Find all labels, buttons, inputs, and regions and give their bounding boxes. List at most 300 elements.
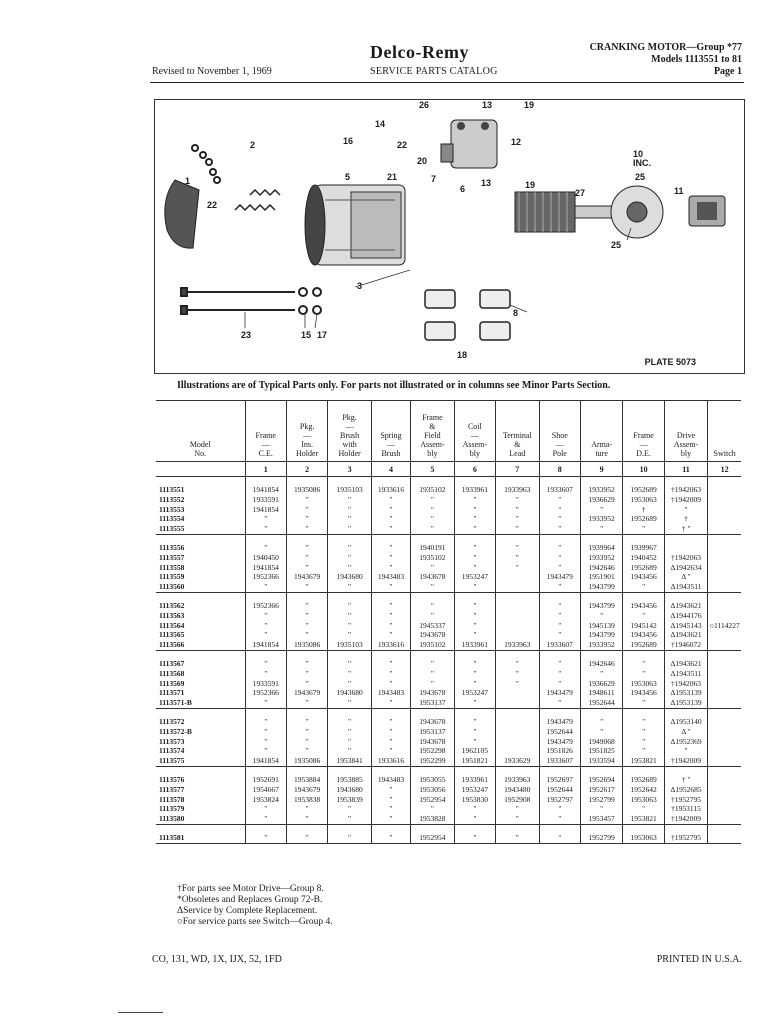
table-row (156, 659, 741, 669)
spacer-cell (664, 824, 707, 833)
table-row (156, 601, 741, 611)
part-number-cell: 1933961 (454, 640, 495, 650)
spacer-cell (580, 708, 622, 717)
part-number-cell: " (539, 543, 580, 553)
part-number-cell: " (245, 514, 286, 524)
column-number: 9 (580, 462, 622, 477)
part-number-cell: Δ1953140 (664, 717, 707, 727)
part-number-cell: " (245, 630, 286, 640)
part-number-cell: 1940191 (411, 543, 454, 553)
part-number-cell (708, 785, 741, 795)
model-number-cell: 1113568 (159, 668, 185, 678)
part-number-cell: " (371, 553, 410, 563)
part-number-cell (708, 737, 741, 747)
part-number-cell: 1943680 (328, 688, 371, 698)
part-number-cell: " (286, 746, 327, 756)
part-number-cell: " (245, 582, 286, 592)
part-number-cell: 1953821 (623, 756, 664, 766)
part-number-cell: " (454, 582, 495, 592)
part-number-cell: " (245, 621, 286, 631)
footnote-switch: ○For service parts see Switch—Group 4. (177, 917, 333, 927)
part-number-cell: " (664, 505, 707, 515)
table-row (156, 795, 741, 805)
page-number: Page 1 (713, 66, 742, 77)
column-number: 2 (286, 462, 327, 477)
part-number-cell: 1943799 (580, 582, 622, 592)
callout-27: 27 (575, 188, 586, 198)
part-number-cell (708, 717, 741, 727)
part-number-cell: " (539, 611, 580, 621)
part-number-cell: " (328, 621, 371, 631)
part-number-cell: " (286, 717, 327, 727)
part-number-cell: 1935102 (411, 485, 454, 495)
part-number-cell: " (371, 630, 410, 640)
part-number-cell: " (411, 804, 454, 814)
callout-26: 26 (419, 100, 430, 110)
part-number-cell: " (245, 659, 286, 669)
part-number-cell: 1933961 (454, 775, 495, 785)
table-row (156, 679, 741, 689)
spacer-cell (539, 824, 580, 833)
part-number-cell: 1939964 (580, 543, 622, 553)
part-number-cell: " (623, 717, 664, 727)
spacer-cell (286, 477, 327, 486)
part-number-cell: " (454, 495, 495, 505)
spacer-cell (496, 824, 539, 833)
part-number-cell: 1948611 (580, 688, 622, 698)
part-number-cell: " (454, 621, 495, 631)
part-number-cell: " (286, 669, 327, 679)
part-number-cell: " (454, 505, 495, 515)
spacer-cell (454, 534, 495, 543)
illustration-caption: Illustrations are of Typical Parts only. For parts not illustrated or in columns see Minor Parts Section. (177, 380, 611, 391)
part-number-cell: " (245, 698, 286, 708)
part-number-cell: 1952799 (580, 833, 622, 843)
part-number-cell: " (245, 833, 286, 843)
model-number-cell: 1113571-B (156, 698, 245, 708)
part-number-cell: " (328, 582, 371, 592)
part-number-cell: " (580, 669, 622, 679)
part-number-cell: 1952954 (411, 795, 454, 805)
group-spacer (156, 824, 741, 833)
part-number-cell: 1933952 (580, 514, 622, 524)
part-number-cell: " (496, 563, 539, 573)
spacer-cell (411, 534, 454, 543)
table-row (156, 524, 741, 534)
part-number-cell: " (539, 582, 580, 592)
spacer-cell (328, 766, 371, 775)
part-number-cell: 1941854 (245, 485, 286, 495)
spacer-cell (496, 708, 539, 717)
footnote-drive: †For parts see Motor Drive—Group 8. (177, 884, 324, 894)
part-number-cell: 1943678 (411, 717, 454, 727)
part-number-cell (708, 572, 741, 582)
column-header: Frame & Field Assem- bly (411, 401, 454, 462)
part-number-cell (496, 727, 539, 737)
table-row (156, 514, 741, 524)
part-number-cell (708, 804, 741, 814)
part-number-cell: " (328, 814, 371, 824)
brush-spring-2 (250, 190, 280, 195)
model-number-cell: 1113553 (159, 504, 185, 514)
part-number-cell: " (245, 611, 286, 621)
table-row (156, 505, 741, 515)
brand-name: Delco-Remy (370, 42, 469, 62)
part-number-cell: Δ1943621 (664, 630, 707, 640)
part-number-cell: 1933952 (580, 485, 622, 495)
part-number-cell: 1951821 (454, 756, 495, 766)
model-number-cell: 1113551 (159, 485, 185, 494)
part-number-cell: †1942009 (664, 756, 707, 766)
column-number: 11 (664, 462, 707, 477)
part-number-cell: " (539, 679, 580, 689)
spacer-cell (708, 592, 741, 601)
part-number-cell: 1953247 (454, 785, 495, 795)
part-number-cell: " (539, 621, 580, 631)
spacer-cell (371, 766, 410, 775)
spacer-cell (623, 824, 664, 833)
part-number-cell: 1952366 (245, 601, 286, 611)
part-number-cell: " (371, 611, 410, 621)
callout-15: 15 (301, 330, 312, 340)
table-row (156, 727, 741, 737)
part-number-cell: 1952689 (623, 485, 664, 495)
table-row (156, 669, 741, 679)
brush-spring (235, 205, 275, 210)
part-number-cell: 1933591 (245, 495, 286, 505)
spacer-cell (245, 477, 286, 486)
spacer-cell (411, 477, 454, 486)
through-bolts (181, 288, 295, 314)
part-number-cell: " (454, 563, 495, 573)
model-number-cell: 1113566 (156, 640, 245, 650)
model-number-cell: 1113576 (159, 774, 185, 784)
part-number-cell: Δ1945143 (664, 621, 707, 631)
part-number-cell: " (286, 495, 327, 505)
part-number-cell: " (328, 669, 371, 679)
part-number-cell: 1943680 (328, 785, 371, 795)
part-number-cell (496, 630, 539, 640)
spacer-cell (708, 708, 741, 717)
part-number-cell: 1952644 (539, 785, 580, 795)
part-number-cell: " (371, 659, 410, 669)
part-number-cell: " (371, 601, 410, 611)
part-number-cell: † (664, 514, 707, 524)
part-number-cell: 1952617 (580, 785, 622, 795)
column-header: Frame — C.E. (245, 401, 286, 462)
part-number-cell: † " (664, 775, 707, 785)
part-number-cell: 1953137 (411, 698, 454, 708)
part-number-cell: " (245, 814, 286, 824)
part-number-cell: " (539, 553, 580, 563)
part-number-cell (496, 611, 539, 621)
part-number-cell: " (328, 611, 371, 621)
part-number-cell: 1953838 (286, 795, 327, 805)
model-number-cell: 1113556 (159, 542, 185, 552)
part-number-cell: " (454, 833, 495, 843)
spacer-cell (454, 650, 495, 659)
spacer-cell (286, 766, 327, 775)
part-number-cell: 1943679 (286, 688, 327, 698)
model-number-cell: 1113552 (159, 494, 185, 504)
part-number-cell: " (286, 804, 327, 814)
part-number-cell: " (539, 630, 580, 640)
spacer-cell (664, 534, 707, 543)
callout-5: 5 (345, 172, 351, 182)
part-number-cell: 1943479 (539, 688, 580, 698)
part-number-cell: " (623, 698, 664, 708)
part-number-cell: " (328, 727, 371, 737)
part-number-cell: 1943456 (623, 601, 664, 611)
spacer-cell (245, 824, 286, 833)
models-range: Models 1113551 to 81 (651, 54, 742, 65)
part-number-cell: † " (664, 524, 707, 534)
spacer-cell (623, 477, 664, 486)
part-number-cell: " (539, 804, 580, 814)
part-number-cell (708, 582, 741, 592)
part-number-cell: " (411, 524, 454, 534)
group-spacer (156, 766, 741, 775)
part-number-cell: 1933629 (496, 756, 539, 766)
part-number-cell: " (371, 833, 410, 843)
part-number-cell: " (245, 804, 286, 814)
part-number-cell (496, 582, 539, 592)
spacer-cell (664, 708, 707, 717)
table-row (156, 785, 741, 795)
part-number-cell (708, 485, 741, 495)
part-number-cell: " (623, 611, 664, 621)
part-number-cell: 1943456 (623, 572, 664, 582)
callout-19-mid: 19 (525, 180, 536, 190)
part-number-cell: " (539, 524, 580, 534)
part-number-cell: " (411, 582, 454, 592)
part-number-cell: 1942646 (580, 563, 622, 573)
table-row (156, 775, 741, 785)
part-number-cell: " (411, 611, 454, 621)
part-number-cell: " (371, 582, 410, 592)
part-number-cell: " (286, 659, 327, 669)
part-number-cell: " (371, 621, 410, 631)
part-number-cell (708, 543, 741, 553)
spacer-cell (708, 534, 741, 543)
part-number-cell: " (286, 727, 327, 737)
spacer-cell (328, 592, 371, 601)
part-number-cell: " (371, 717, 410, 727)
part-number-cell: " (496, 553, 539, 563)
part-number-cell: " (371, 746, 410, 756)
part-number-cell: " (496, 505, 539, 515)
part-number-cell: " (411, 505, 454, 515)
part-number-cell: " (411, 659, 454, 669)
part-number-cell: " (496, 514, 539, 524)
part-number-cell: 1933594 (580, 756, 622, 766)
part-number-cell: " (328, 746, 371, 756)
spacer-cell (156, 477, 245, 486)
part-number-cell: " (411, 495, 454, 505)
table-row (156, 756, 741, 766)
model-number-cell: 1113569 (159, 678, 185, 688)
spacer-cell (286, 708, 327, 717)
part-number-cell: 1933607 (539, 485, 580, 495)
part-number-cell: " (286, 833, 327, 843)
column-header: Pkg. — Brush with Holder (328, 401, 371, 462)
part-number-cell: 1945142 (623, 621, 664, 631)
column-number-row (156, 462, 741, 477)
part-number-cell: " (328, 601, 371, 611)
part-number-cell: " (539, 698, 580, 708)
part-number-cell: Δ1943511 (664, 669, 707, 679)
part-number-cell: 1933952 (580, 640, 622, 650)
column-number: 5 (411, 462, 454, 477)
part-number-cell: 1935102 (411, 553, 454, 563)
spacer-cell (156, 534, 245, 543)
part-number-cell: Δ1942634 (664, 563, 707, 573)
spacer-cell (664, 477, 707, 486)
part-number-cell (708, 756, 741, 766)
column-header: Frame — D.E. (623, 401, 664, 462)
part-number-cell: 1941854 (245, 563, 286, 573)
spacer-cell (245, 708, 286, 717)
part-number-cell: " (245, 746, 286, 756)
part-number-cell: " (286, 563, 327, 573)
spacer-cell (245, 534, 286, 543)
part-number-cell: " (454, 717, 495, 727)
part-number-cell: " (454, 669, 495, 679)
spacer-cell (411, 592, 454, 601)
part-number-cell: " (580, 727, 622, 737)
table-row (156, 746, 741, 756)
part-number-cell: " (496, 814, 539, 824)
part-number-cell: " (623, 804, 664, 814)
model-number-cell: 1113571 (159, 688, 185, 698)
part-number-cell: " (454, 737, 495, 747)
table-row (156, 717, 741, 727)
part-number-cell: " (371, 505, 410, 515)
spacer-cell (328, 534, 371, 543)
part-number-cell: 1953828 (411, 814, 454, 824)
column-header-row (156, 401, 741, 462)
callout-22: 22 (397, 140, 408, 150)
part-number-cell: " (245, 524, 286, 534)
part-number-cell: 1933961 (454, 485, 495, 495)
part-number-cell: 1952691 (245, 775, 286, 785)
field-frame-body (305, 185, 405, 265)
part-number-cell (708, 524, 741, 534)
part-number-cell (708, 659, 741, 669)
table-row (156, 737, 741, 747)
spacer-cell (411, 766, 454, 775)
spacer-cell (371, 477, 410, 486)
nuts-washers (299, 288, 321, 314)
part-number-cell: " (411, 563, 454, 573)
part-number-cell: 1945337 (411, 621, 454, 631)
spacer-cell (580, 534, 622, 543)
part-number-cell: " (454, 630, 495, 640)
part-number-cell: " (286, 621, 327, 631)
table-row (156, 621, 741, 631)
spacer-cell (623, 534, 664, 543)
part-number-cell: 1952908 (496, 795, 539, 805)
part-number-cell: " (539, 495, 580, 505)
part-number-cell: 1941854 (245, 756, 286, 766)
spacer-cell (454, 592, 495, 601)
model-number-cell: 1113575 (156, 756, 245, 766)
spacer-cell (664, 592, 707, 601)
part-number-cell: " (539, 814, 580, 824)
column-header: Model No. (156, 401, 245, 462)
part-number-cell: 1953885 (328, 775, 371, 785)
column-number: 7 (496, 462, 539, 477)
spacer-cell (411, 650, 454, 659)
part-number-cell: 1943483 (371, 775, 410, 785)
callout-25-top: 25 (635, 172, 646, 182)
part-number-cell: 1953055 (411, 775, 454, 785)
model-number-cell: 1113572 (159, 716, 185, 726)
part-number-cell: " (328, 737, 371, 747)
part-number-cell: " (454, 611, 495, 621)
part-number-cell: 1943799 (580, 630, 622, 640)
part-number-cell: 1935086 (286, 756, 327, 766)
part-number-cell: " (539, 659, 580, 669)
part-number-cell (496, 746, 539, 756)
part-number-cell: " (286, 679, 327, 689)
part-number-cell: " (454, 524, 495, 534)
part-number-cell: Δ " (664, 572, 707, 582)
part-number-cell: " (328, 505, 371, 515)
column-number (156, 462, 245, 477)
part-number-cell: " (454, 659, 495, 669)
part-number-cell: " (454, 698, 495, 708)
part-number-cell: " (496, 833, 539, 843)
part-number-cell: 1952366 (245, 688, 286, 698)
table-row (156, 640, 741, 650)
column-header: Spring — Brush (371, 401, 410, 462)
callout-1: 1 (185, 176, 191, 186)
model-number-cell: 1113577 (159, 784, 185, 794)
part-number-cell: " (580, 524, 622, 534)
part-number-cell: " (371, 795, 410, 805)
part-number-cell: †1952795 (664, 795, 707, 805)
part-number-cell: " (539, 505, 580, 515)
part-number-cell: 1949068 (580, 737, 622, 747)
column-header: Arma- ture (580, 401, 622, 462)
group-spacer (156, 534, 741, 543)
column-number: 8 (539, 462, 580, 477)
part-number-cell: 1933963 (496, 775, 539, 785)
part-number-cell: 1952689 (623, 563, 664, 573)
part-number-cell: 1953457 (580, 814, 622, 824)
part-number-cell: † (623, 505, 664, 515)
spacer-cell (371, 824, 410, 833)
part-number-cell: " (328, 524, 371, 534)
spacer-cell (156, 708, 245, 717)
part-number-cell: 1941854 (245, 640, 286, 650)
part-number-cell: " (539, 601, 580, 611)
table-row (156, 630, 741, 640)
table-row (156, 833, 741, 843)
spacer-cell (245, 650, 286, 659)
part-number-cell: " (328, 495, 371, 505)
part-number-cell: 1943479 (539, 572, 580, 582)
model-number-cell: 1113563 (159, 610, 185, 620)
spacer-cell (156, 824, 245, 833)
part-number-cell: 1935103 (328, 640, 371, 650)
table-row (156, 553, 741, 563)
part-number-cell: " (496, 524, 539, 534)
part-number-cell: " (623, 659, 664, 669)
part-number-cell: " (286, 505, 327, 515)
spacer-cell (539, 534, 580, 543)
